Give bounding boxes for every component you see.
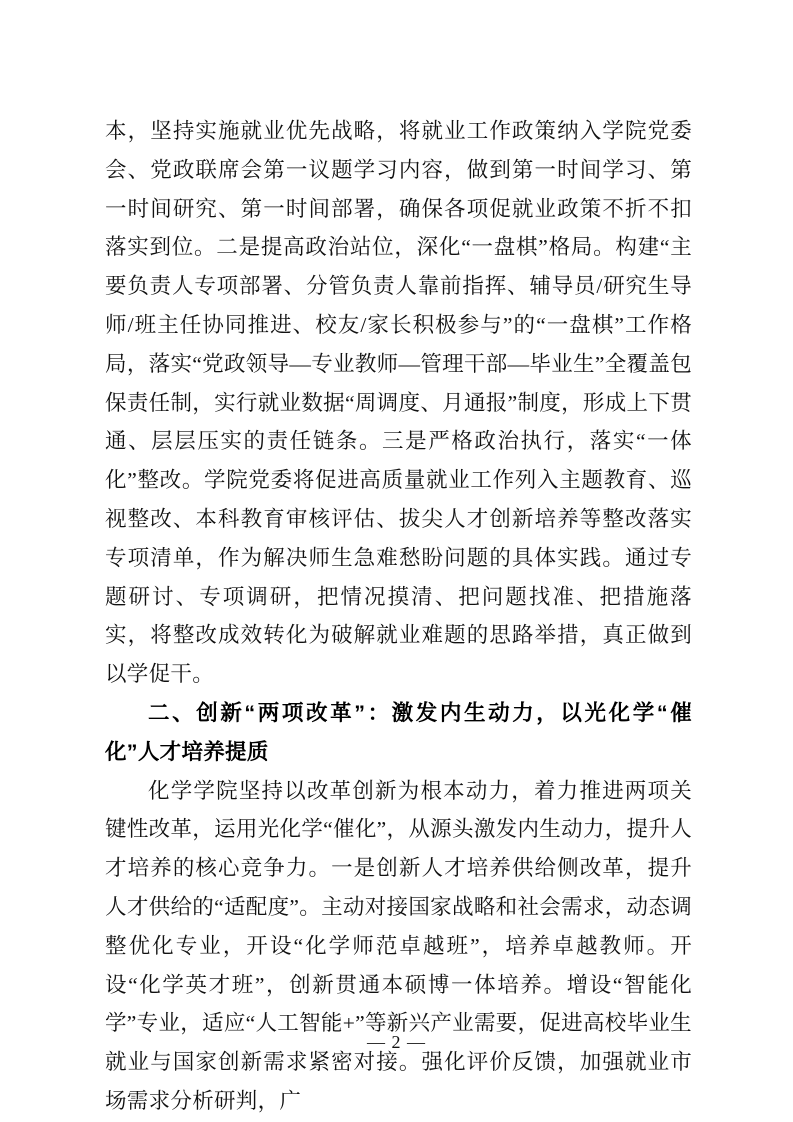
page-footer bbox=[0, 1032, 793, 1053]
section-heading: 二、创新“两项改革”：激发内生动力，以光化学“催化”人才培养提质 bbox=[105, 700, 692, 764]
document-content bbox=[105, 112, 692, 1121]
page-number: — 2 — bbox=[367, 1032, 426, 1052]
body-paragraph-continuation: 本，坚持实施就业优先战略，将就业工作政策纳入学院党委会、党政联席会第一议题学习内容，做到第一时间学习、第一时间研究、第一时间部署，确保各项促就业政策不折不扣落实到位。二是提高政治站位，深化“一盘棋”格局。构建“主要负责人专项部署、分管负责人靠前指挥、辅导员/研究生导师/班主任协同推进、校友/家长积极参与”的“一盘棋”工作格局，落实“党政领导—专业教师—管理干部—毕业生”全覆盖包保责任制，实行就业数据“周调度、月通报”制度，形成上下贯通、层层压实的责任链条。三是严格政治执行，落实“一体化”整改。学院党委将促进高质量就业工作列入主题教育、巡视整改、本科教育审核评估、拔尖人才创新培养等整改落实专项清单，作为解决师生急难愁盼问题的具体实践。通过专题研讨、专项调研，把情况摸清、把问题找准、把措施落实，将整改成效转化为破解就业难题的思路举措，真正做到以学促干。 bbox=[105, 119, 692, 687]
body-paragraph-2: 化学学院坚持以改革创新为根本动力，着力推进两项关键性改革，运用光化学“催化”，从源头激发内生动力，提升人才培养的核心竞争力。一是创新人才培养供给侧改革，提升人才供给的“适配度”。主动对接国家战略和社会需求，动态调整优化专业，开设“化学师范卓越班”，培养卓越教师。开设“化学英才班”，创新贯通本硕博一体培养。增设“智能化学”专业，适应“人工智能+”等新兴产业需要，促进高校毕业生就业与国家创新需求紧密对接。强化评价反馈，加强就业市场需求分析研判，广 bbox=[105, 778, 692, 1113]
